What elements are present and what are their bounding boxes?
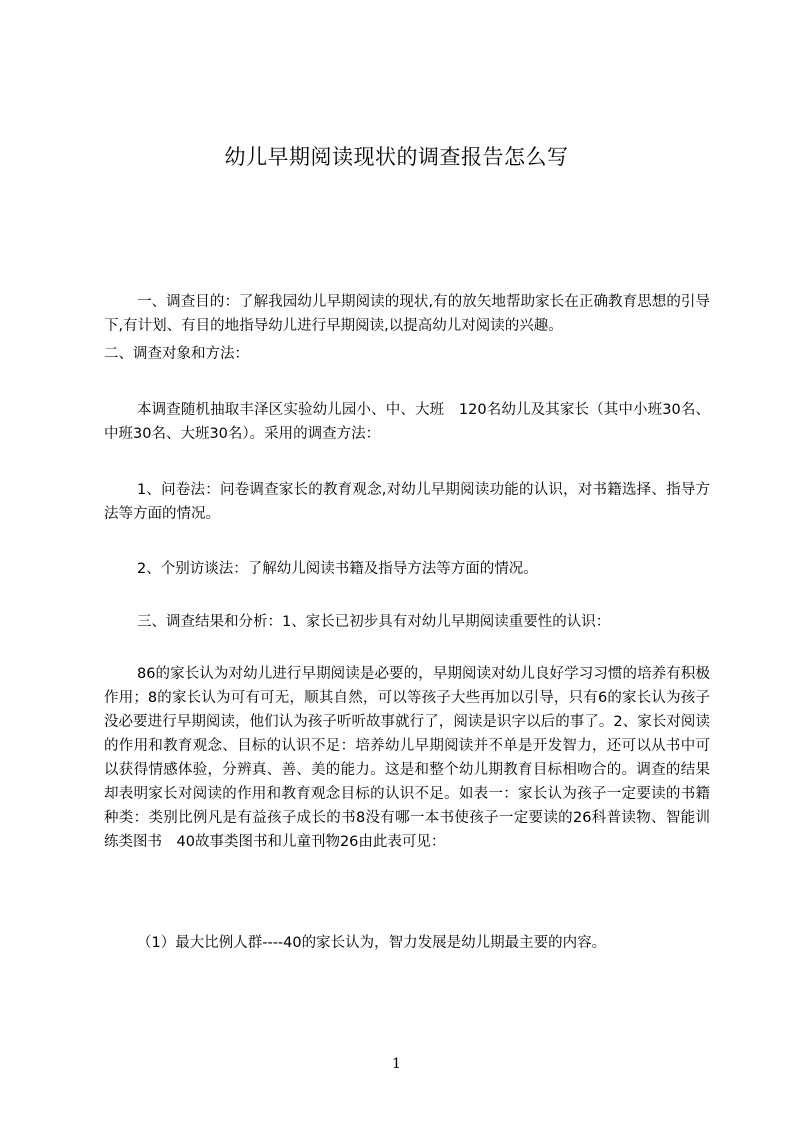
paragraph-sample: 本调查随机抽取丰泽区实验幼儿园小、中、大班 120名幼儿及其家长（其中小班30名、中班30名、大班30名）。采用的调查方法： (104, 402, 710, 442)
document-title: 幼儿早期阅读现状的调查报告怎么写 (224, 145, 569, 169)
page-number: 1 (392, 1056, 401, 1072)
paragraph-largest-group: （1）最大比例人群----40的家长认为，智力发展是幼儿期最主要的内容。 (137, 935, 607, 951)
paragraph-purpose: 一、调查目的：了解我园幼儿早期阅读的现状,有的放矢地帮助家长在正确教育思想的引导下,有计划、有目的地指导幼儿进行早期阅读,以提高幼儿对阅读的兴趣。 (104, 294, 710, 334)
paragraph-results-body: 86的家长认为对幼儿进行早期阅读是必要的，早期阅读对幼儿良好学习习惯的培养有积极作用；8的家长认为可有可无，顺其自然，可以等孩子大些再加以引导，只有6的家长认为孩子没必要进行早期阅读，他们认为孩子听听故事就行了，阅读是识字以后的事了。2、家长对阅读的作用和教育观念、目标的认识不足：培养幼儿早期阅读并不单是开发智力，还可以从书中可以获得情感体验，分辨真、善、美的能力。这是和整个幼儿期教育目标相吻合的。调查的结果却表明家长对阅读的作用和教育观念目标的认识不足。如表一：家长认为孩子一定要读的书籍种类：类别比例凡是有益孩子成长的书8没有哪一本书使孩子一定要读的26科普读物、智能训练类图书 40故事类图书和儿童刊物26由此表可见： (104, 666, 710, 850)
paragraph-results-heading: 三、调查结果和分析：1、家长已初步具有对幼儿早期阅读重要性的认识： (137, 614, 611, 630)
heading-subjects-methods: 二、调查对象和方法： (104, 346, 249, 362)
paragraph-questionnaire: 1、问卷法：问卷调查家长的教育观念,对幼儿早期阅读功能的认识，对书籍选择、指导方法等方面的情况。 (104, 482, 710, 522)
paragraph-interview: 2、个别访谈法：了解幼儿阅读书籍及指导方法等方面的情况。 (137, 561, 538, 577)
